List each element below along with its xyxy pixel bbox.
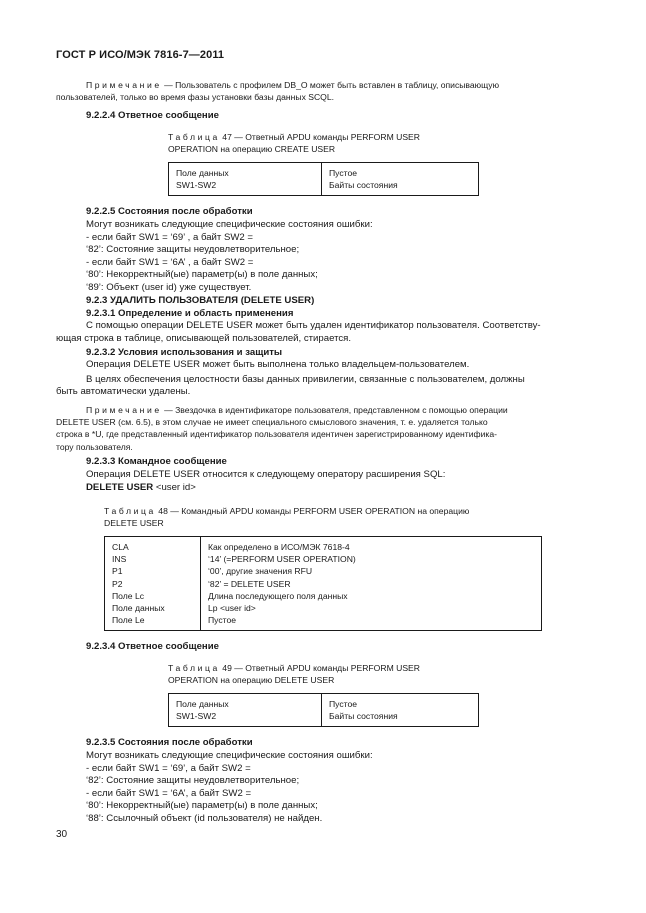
document-header: ГОСТ Р ИСО/МЭК 7816-7—2011 (56, 49, 225, 61)
table-49-left: Поле данных SW1-SW2 (176, 699, 229, 722)
table-48-right: Как определено в ИСО/МЭК 7618-4 ‘14’ (=PERFORM USER OPERATION) ‘00’, другие значения RFU ‘82’ = DELETE USER Длина последующего поля данных Lp <user id> Пустое (208, 542, 356, 626)
table-48 (104, 536, 542, 631)
conditions-paragraph: Операция DELETE USER может быть выполнена только владельцем-пользователем. В целях обеспечения целостности базы данных привилегии, связанные с пользователем, должны быть автоматически удалены. (56, 359, 525, 398)
table-47 (168, 162, 479, 196)
table-49 (168, 693, 479, 727)
section-heading-9235: 9.2.3.5 Состояния после обработки (86, 737, 253, 748)
section-heading-9232: 9.2.3.2 Условия использования и защиты (86, 347, 283, 358)
note-label: Примечание (86, 80, 162, 90)
table-47-caption: Таблица 47 — Ответный APDU команды PERFORM USER OPERATION на операцию CREATE USER (168, 132, 420, 155)
table-47-right: Пустое Байты состояния (329, 168, 398, 191)
note-label: Примечание (86, 405, 162, 415)
error-states-list-2: Могут возникать следующие специфические состояния ошибки: - если байт SW1 = ‘69’, а байт SW2 = ‘82’: Состояние защиты неудовлетворительное; - если байт SW1 = ‘6A’, а байт SW2 = ‘80’: Некорректный(ые) параметр(ы) в поле данных; ‘88’: Ссылочный объект (id пользователя) не найден. (86, 750, 373, 824)
sql-command: DELETE USER (86, 481, 154, 493)
table-48-caption: Таблица 48 — Командный APDU команды PERFORM USER OPERATION на операцию DELETE USER (104, 506, 470, 529)
table-49-caption: Таблица 49 — Ответный APDU команды PERFORM USER OPERATION на операцию DELETE USER (168, 663, 420, 686)
table-47-left: Поле данных SW1-SW2 (176, 168, 229, 191)
section-heading-9231: 9.2.3.1 Определение и область применения (86, 308, 294, 319)
section-heading-9234: 9.2.3.4 Ответное сообщение (86, 641, 219, 652)
command-paragraph: Операция DELETE USER относится к следующему оператору расширения SQL: DELETE USER <user id> (86, 469, 446, 493)
definition-paragraph: С помощью операции DELETE USER может быть удален идентификатор пользователя. Соответству- ющая строка в таблице, описывающей пользователей, стирается. (56, 320, 541, 344)
section-heading-9233: 9.2.3.3 Командное сообщение (86, 456, 227, 467)
page-number: 30 (56, 829, 68, 840)
note-2: Примечание — Звездочка в идентификаторе пользователя, представленном с помощью операции DELETE USER (см. 6.5), в этом случае не имеет специального смыслового значения, т. е. удаляется только строка в *U, где представленный идентификатор пользователя идентичен зарегистрированному идентифика- тору пользователя. (56, 405, 508, 452)
table-48-left: CLA INS P1 P2 Поле Lc Поле данных Поле Le (112, 542, 165, 626)
section-heading-923: 9.2.3 УДАЛИТЬ ПОЛЬЗОВАТЕЛЯ (DELETE USER) (86, 295, 315, 306)
error-states-list-1: Могут возникать следующие специфические состояния ошибки: - если байт SW1 = ‘69’ , а байт SW2 = ‘82’: Состояние защиты неудовлетворительное; - если байт SW1 = ‘6A’ , а байт SW2 = ‘80’: Некорректный(ые) параметр(ы) в поле данных; ‘89’: Объект (user id) уже существует. (86, 219, 373, 293)
note-1: Примечание — Пользователь с профилем DB_O может быть вставлен в таблицу, описывающую пользователей, только во время фазы установки базы данных SCQL. (56, 80, 500, 103)
table-49-right: Пустое Байты состояния (329, 699, 398, 722)
section-heading-9225: 9.2.2.5 Состояния после обработки (86, 206, 253, 217)
section-heading-9224: 9.2.2.4 Ответное сообщение (86, 110, 219, 121)
